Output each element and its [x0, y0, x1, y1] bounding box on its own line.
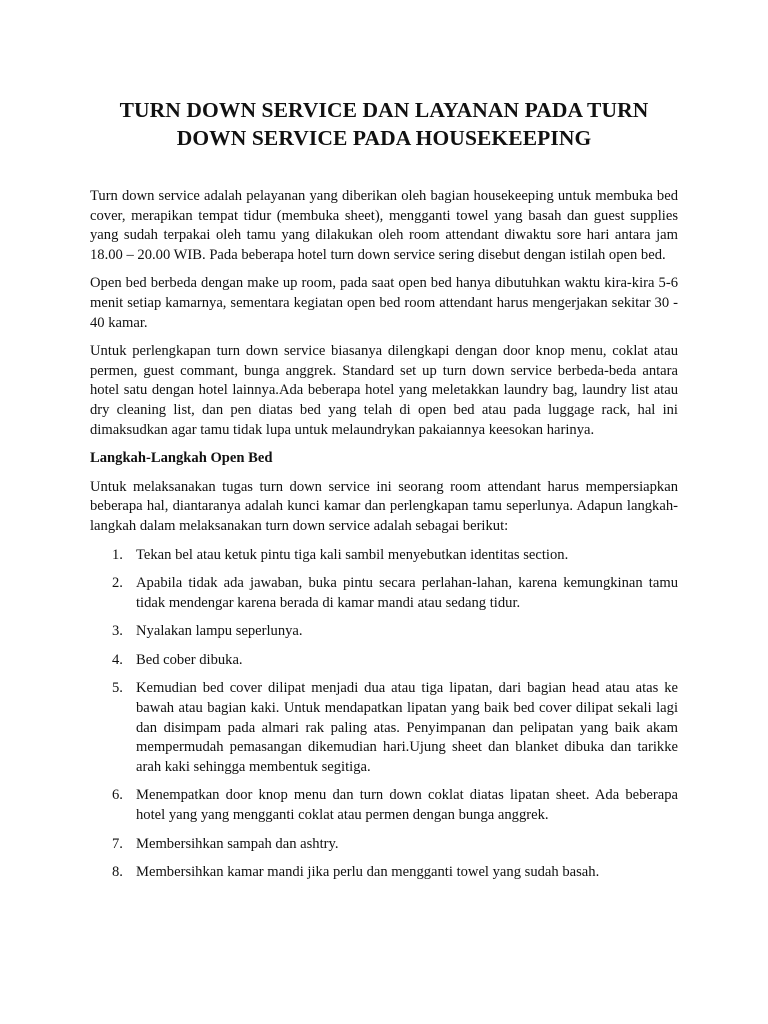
list-item-number: 6. [112, 787, 123, 804]
list-item-text: Membersihkan sampah dan ashtry. [136, 835, 339, 852]
list-item [90, 574, 678, 613]
list-item-text: Bed cober dibuka. [136, 651, 243, 668]
list-item [90, 863, 678, 883]
list-item-text: Kemudian bed cover dilipat menjadi dua atau tiga lipatan, dari bagian head atau atas ke bawah atau bagian kaki. Untuk mendapatkan lipatan yang baik bed cover dilipat sekali lagi dan disimpam pada almari rak paling atas. Penyimpanan dan pelipatan yang baik akam mempermudah pemasangan dikemudian hari.Ujung sheet dan blanket dibuka dan tarikke arah kaki sehingga membentuk segitiga. [136, 680, 678, 775]
list-item-number: 4. [112, 651, 123, 668]
paragraph-equipment: Untuk perlengkapan turn down service biasanya dilengkapi dengan door knop menu, coklat atau permen, guest commant, bunga anggrek. Standard set up turn down service berbeda-beda antara hotel satu dengan hotel lainnya.Ada beberapa hotel yang meletakkan laundry bag, laundry list atau dry cleaning list, dan pen diatas bed yang telah di open bed atau pada luggage rack, hal ini dimaksudkan agar tamu tidak lupa untuk melaundrykan pakaiannya keesokan harinya. [90, 343, 678, 438]
list-item-number: 5. [112, 680, 123, 697]
list-item [90, 651, 678, 671]
steps-list [90, 546, 678, 883]
list-item-number: 8. [112, 864, 123, 881]
list-item-number: 1. [112, 546, 123, 563]
list-item-number: 7. [112, 835, 123, 852]
list-item [90, 786, 678, 825]
title-line-1: TURN DOWN SERVICE DAN LAYANAN PADA TURN [119, 98, 649, 122]
list-item-text: Tekan bel atau ketuk pintu tiga kali sambil menyebutkan identitas section. [136, 546, 569, 563]
list-item [90, 679, 678, 777]
list-item [90, 622, 678, 642]
list-item-number: 3. [112, 623, 123, 640]
list-item [90, 835, 678, 855]
document-body [90, 187, 678, 892]
list-item [90, 546, 678, 566]
list-item-text: Nyalakan lampu seperlunya. [136, 623, 303, 640]
document-title [60, 96, 708, 152]
title-line-2: DOWN SERVICE PADA HOUSEKEEPING [176, 126, 592, 150]
list-item-number: 2. [112, 575, 123, 592]
list-item-text: Menempatkan door knop menu dan turn down coklat diatas lipatan sheet. Ada beberapa hotel yang yang mengganti coklat atau permen dengan bunga anggrek. [136, 787, 678, 824]
section-heading: Langkah-Langkah Open Bed [90, 450, 273, 467]
paragraph-open-bed: Open bed berbeda dengan make up room, pada saat open bed hanya dibutuhkan waktu kira-kira 5-6 menit setiap kamarnya, sementara kegiatan open bed room attendant harus mengerjakan sekitar 30 - 40 kamar. [90, 275, 678, 331]
list-item-text: Apabila tidak ada jawaban, buka pintu secara perlahan-lahan, karena kemungkinan tamu tidak mendengar karena berada di kamar mandi atau sedang tidur. [136, 575, 678, 611]
list-item-text: Membersihkan kamar mandi jika perlu dan mengganti towel yang sudah basah. [136, 864, 600, 881]
section-intro: Untuk melaksanakan tugas turn down service ini seorang room attendant harus mempersiapkan beberapa hal, diantaranya adalah kunci kamar dan perlengkapan tamu seperlunya. Adapun langkah-langkah dalam melaksanakan turn down service adalah sebagai berikut: [90, 478, 678, 534]
paragraph-definition: Turn down service adalah pelayanan yang diberikan oleh bagian housekeeping untuk membuka bed cover, merapikan tempat tidur (membuka sheet), mengganti towel yang basah dan guest supplies yang sudah terpakai oleh tamu yang dilakukan oleh room attendant diwaktu sore hari antara jam 18.00 – 20.00 WIB. Pada beberapa hotel turn down service sering disebut dengan istilah open bed. [90, 188, 678, 263]
